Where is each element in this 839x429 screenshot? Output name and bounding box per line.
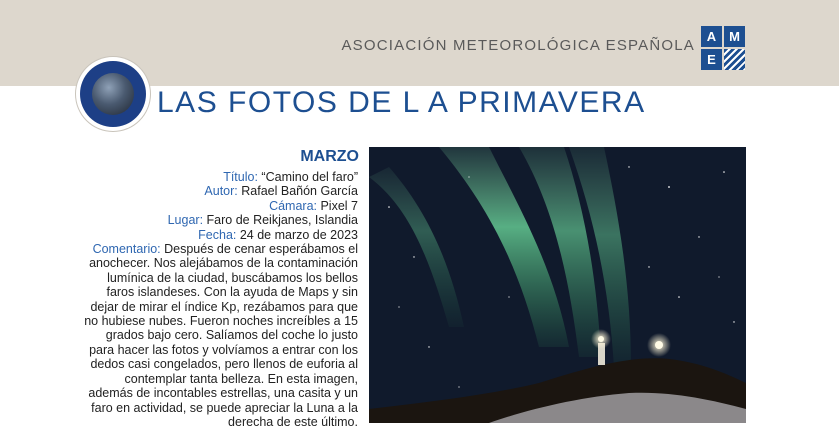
aurora-photo bbox=[369, 147, 746, 423]
fecha-line bbox=[78, 228, 358, 242]
lugar-value: Faro de Reikjanes, Islandia bbox=[203, 213, 358, 228]
logo-letter-a: A bbox=[701, 26, 722, 47]
autor-label: Autor: bbox=[204, 184, 238, 199]
titulo-label: Título: bbox=[223, 170, 258, 184]
badge-photo bbox=[92, 73, 134, 115]
titulo-value: “Camino del faro” bbox=[257, 170, 358, 184]
badge-inner-ring bbox=[80, 61, 146, 127]
photo-contest-badge bbox=[76, 57, 150, 131]
association-name: ASOCIACIÓN METEOROLÓGICA ESPAÑOLA bbox=[341, 37, 695, 54]
lugar-line bbox=[78, 213, 358, 227]
page-title bbox=[157, 86, 646, 120]
titulo-line bbox=[78, 170, 358, 184]
photo-details bbox=[78, 170, 358, 429]
lugar-label: Lugar: bbox=[167, 213, 204, 228]
moon bbox=[655, 341, 663, 349]
comentario-label: Comentario: bbox=[92, 242, 161, 257]
fecha-label: Fecha: bbox=[198, 227, 237, 242]
autor-line bbox=[78, 184, 358, 198]
title-part-1: LAS FOTOS bbox=[157, 86, 339, 119]
logo-letter-e: E bbox=[701, 49, 722, 70]
logo-stripes bbox=[724, 49, 745, 70]
comentario-value: Después de cenar esperábamos el anochecer. Nos alejábamos de la contaminación lumínica de la ciudad, buscábamos los bellos faros islandeses. Con la ayuda de Maps y sin dejar de mirar el índice Kp, rezábamos para que no hubiese nubes. Fueron noches increíbles a 15 grados bajo cero. Salíamos del coche lo justo para hacer las fotos y volvíamos a entrar con los dedos casi congelados, pero llenos de euforia al contemplar tanta belleza. En esta imagen, además de incontables estrellas, una casita y un faro en actividad, se puede apreciar la Luna a la derecha de este último. bbox=[84, 242, 358, 429]
camara-label: Cámara: bbox=[269, 198, 317, 213]
logo-letter-m: M bbox=[724, 26, 745, 47]
aurora-photo-drawing bbox=[369, 147, 746, 423]
fecha-value: 24 de marzo de 2023 bbox=[236, 227, 358, 242]
month-heading: MARZO bbox=[300, 148, 359, 165]
ame-logo bbox=[701, 26, 745, 70]
camara-value: Pixel 7 bbox=[317, 198, 358, 213]
title-part-2: DE L A PRIMAVERA bbox=[338, 86, 646, 119]
autor-value: Rafael Bañón García bbox=[237, 184, 358, 199]
camara-line bbox=[78, 199, 358, 213]
comentario-paragraph bbox=[78, 242, 358, 429]
